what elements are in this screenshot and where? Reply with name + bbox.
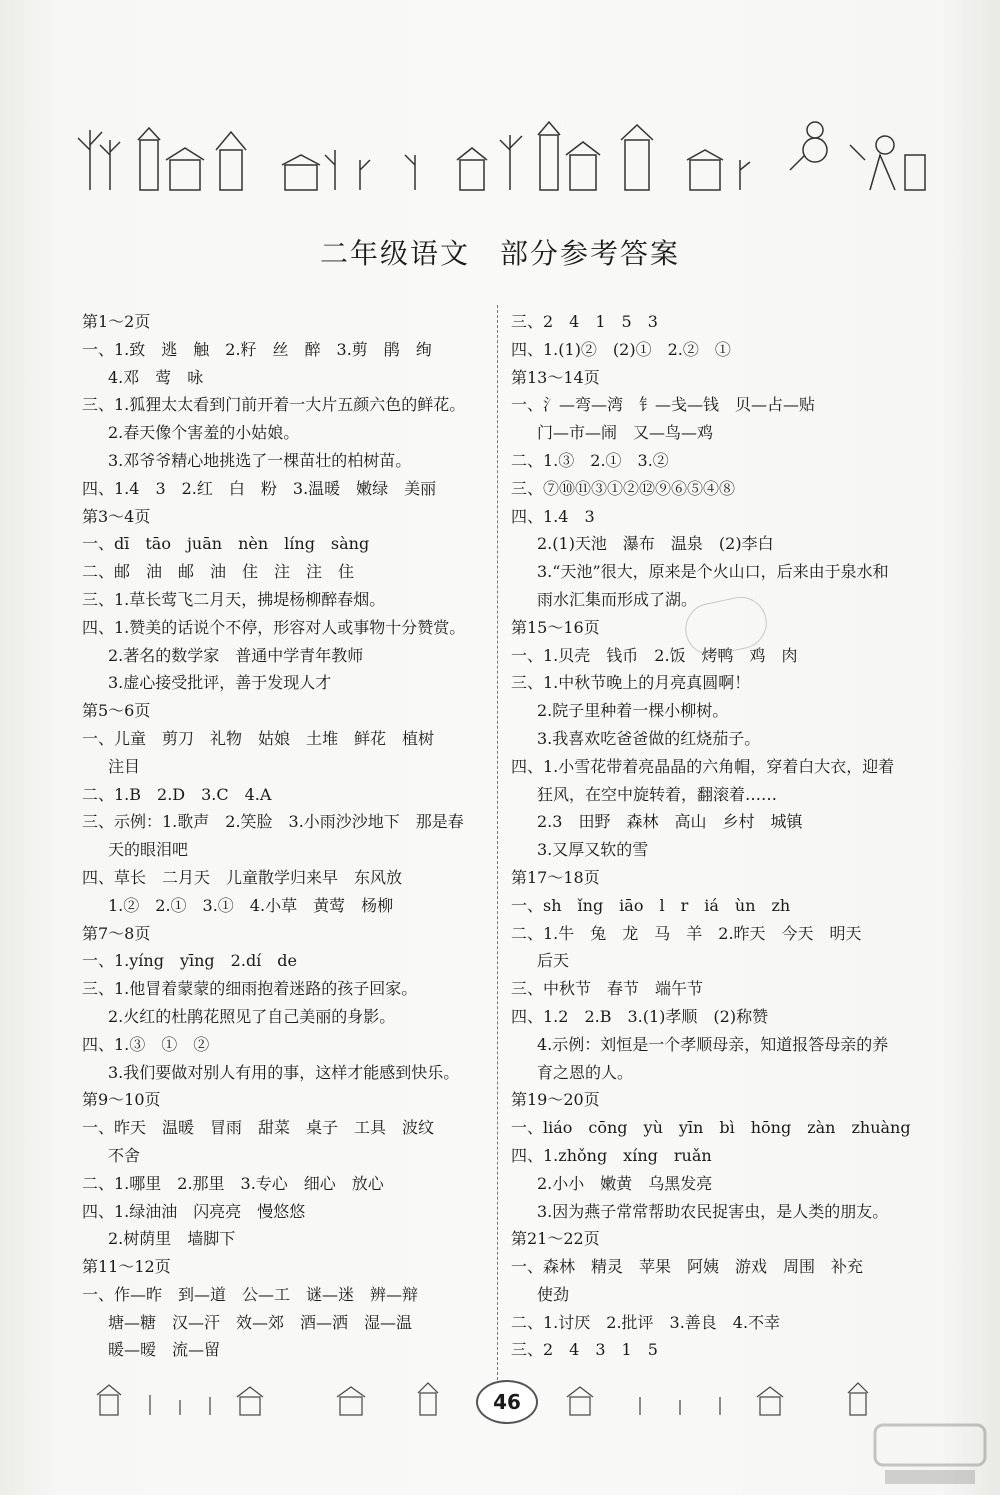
answer-line: 暖—暧 流—留 (108, 1340, 221, 1360)
answer-line: 四、1.4 3 (511, 506, 595, 526)
answer-line: 3.又厚又软的雪 (537, 840, 649, 860)
watermark-logo (870, 1420, 990, 1490)
answer-line: 三、1.草长莺飞二月天，拂堤杨柳醉春烟。 (82, 589, 386, 609)
answer-line: 4.示例：刘恒是一个孝顺母亲，知道报答母亲的养 (537, 1034, 889, 1054)
answer-line: 二、1.B 2.D 3.C 4.A (82, 784, 272, 804)
answer-line: 三、中秋节 春节 端午节 (511, 979, 704, 999)
answer-line: 一、儿童 剪刀 礼物 姑娘 土堆 鲜花 植树 (82, 728, 435, 748)
answer-line: 二、1.牛 兔 龙 马 羊 2.昨天 今天 明天 (511, 923, 862, 943)
answer-line: 第3～4页 (82, 506, 151, 526)
answer-line: 2.春天像个害羞的小姑娘。 (108, 423, 300, 443)
answer-line: 第7～8页 (82, 923, 151, 943)
answer-line: 注目 (108, 756, 141, 776)
answer-line: 一、dī tāo juān nèn líng sàng (82, 534, 370, 554)
left-answer-column (82, 308, 492, 1364)
answer-line: 三、2 4 1 5 3 (511, 312, 658, 331)
answer-line: 2.小小 嫩黄 乌黑发亮 (537, 1173, 713, 1193)
right-answer-column (511, 308, 931, 1364)
answer-line: 第15～16页 (511, 617, 600, 637)
answer-line: 门—市—闹 又—鸟—鸡 (537, 423, 714, 443)
answer-line: 1.② 2.① 3.① 4.小草 黄莺 杨柳 (108, 895, 394, 915)
answer-line: 第17～18页 (511, 867, 600, 887)
answer-line: 3.虚心接受批评，善于发现人才 (108, 673, 332, 693)
answer-line: 四、1.赞美的话说个不停，形容对人或事物十分赞赏。 (82, 617, 466, 637)
answer-line: 雨水汇集而形成了湖。 (537, 589, 698, 609)
answer-line: 2.著名的数学家 普通中学青年教师 (108, 645, 364, 665)
answer-line: 第5～6页 (82, 701, 151, 721)
answer-line: 后天 (537, 951, 570, 971)
column-divider (497, 305, 498, 1385)
answer-line: 3.因为燕子常常帮助农民捉害虫，是人类的朋友。 (537, 1201, 889, 1221)
answer-line: 一、昨天 温暖 冒雨 甜菜 桌子 工具 波纹 (82, 1118, 435, 1138)
answer-line: 一、1.yíng yīng 2.dí de (82, 951, 298, 971)
answer-line: 四、1.zhǒng xíng ruǎn (511, 1145, 712, 1165)
answer-line: 一、森林 精灵 苹果 阿姨 游戏 周围 补充 (511, 1257, 864, 1277)
answer-line: 二、1.③ 2.① 3.② (511, 450, 669, 470)
answer-line: 一、氵—弯—湾 钅—戋—钱 贝—占—贴 (511, 395, 816, 415)
answer-line: 二、1.讨厌 2.批评 3.善良 4.不幸 (511, 1312, 781, 1332)
answer-line: 第9～10页 (82, 1090, 161, 1110)
answer-line: 二、1.哪里 2.那里 3.专心 细心 放心 (82, 1173, 384, 1193)
answer-line: 狂风，在空中旋转着，翻滚着…… (537, 784, 778, 804)
answer-line: 第1～2页 (82, 312, 151, 331)
answer-line: 四、1.2 2.B 3.(1)孝顺 (2)称赞 (511, 1006, 769, 1026)
answer-line: 一、liáo cōng yù yīn bì hōng zàn zhuàng (511, 1118, 911, 1138)
answer-line: 四、草长 二月天 儿童散学归来早 东风放 (82, 867, 403, 887)
answer-line: 三、2 4 3 1 5 (511, 1340, 658, 1360)
answer-line: 一、sh ǐng iāo l r iá ùn zh (511, 895, 791, 915)
answer-line: 三、1.他冒着蒙蒙的细雨抱着迷路的孩子回家。 (82, 979, 418, 999)
answer-line: 三、⑦⑩⑪③①②⑫⑨⑥⑤④⑧ (511, 478, 736, 498)
answer-line: 第11～12页 (82, 1257, 171, 1277)
answer-line: 3.“天池”很大，原来是个火山口，后来由于泉水和 (537, 562, 889, 582)
answer-line: 一、作—昨 到—道 公—工 谜—迷 辨—辩 (82, 1284, 419, 1304)
answer-line: 四、1.小雪花带着亮晶晶的六角帽，穿着白大衣，迎着 (511, 756, 895, 776)
answer-line: 二、邮 油 邮 油 住 注 注 住 (82, 562, 355, 582)
answer-line: 育之恩的人。 (537, 1062, 634, 1082)
answer-line: 塘—糖 汉—汗 效—郊 酒—洒 湿—温 (108, 1312, 413, 1332)
answer-line: 4.邓 莺 咏 (108, 367, 204, 387)
answer-line: 四、1.绿油油 闪亮亮 慢悠悠 (82, 1201, 306, 1221)
answer-line: 2.院子里种着一棵小柳树。 (537, 701, 729, 721)
answer-line: 第21～22页 (511, 1229, 600, 1249)
answer-line: 2.(1)天池 瀑布 温泉 (2)李白 (537, 534, 774, 554)
answer-line: 三、1.中秋节晚上的月亮真圆啊！ (511, 673, 751, 693)
answer-line: 不舍 (108, 1145, 141, 1165)
answer-line: 3.我喜欢吃爸爸做的红烧茄子。 (537, 728, 761, 748)
answer-line: 第13～14页 (511, 367, 600, 387)
answer-line: 3.我们要做对别人有用的事，这样才能感到快乐。 (108, 1062, 460, 1082)
answer-line: 三、示例：1.歌声 2.笑脸 3.小雨沙沙地下 那是春 (82, 812, 464, 832)
answer-line: 2.树荫里 墙脚下 (108, 1229, 236, 1249)
answer-line: 2.3 田野 森林 高山 乡村 城镇 (537, 812, 803, 832)
answer-line: 2.火红的杜鹃花照见了自己美丽的身影。 (108, 1006, 396, 1026)
answer-line: 一、1.致 逃 触 2.籽 丝 醉 3.剪 鹃 绚 (82, 339, 432, 359)
answer-line: 使劲 (537, 1284, 570, 1304)
answer-line: 天的眼泪吧 (108, 840, 189, 860)
answer-line: 第19～20页 (511, 1090, 600, 1110)
answer-line: 四、1.(1)② (2)① 2.② ① (511, 339, 731, 359)
answer-line: 四、1.4 3 2.红 白 粉 3.温暖 嫩绿 美丽 (82, 478, 437, 498)
answer-line: 3.邓爷爷精心地挑选了一棵苗壮的柏树苗。 (108, 450, 412, 470)
winter-village-illustration (60, 110, 940, 200)
page-number: 46 (476, 1380, 538, 1424)
answer-line: 一、1.贝壳 钱币 2.饭 烤鸭 鸡 肉 (511, 645, 798, 665)
answer-line: 三、1.狐狸太太看到门前开着一大片五颜六色的鲜花。 (82, 395, 466, 415)
answer-line: 四、1.③ ① ② (82, 1034, 210, 1054)
page-title: 二年级语文 部分参考答案 (319, 237, 680, 270)
